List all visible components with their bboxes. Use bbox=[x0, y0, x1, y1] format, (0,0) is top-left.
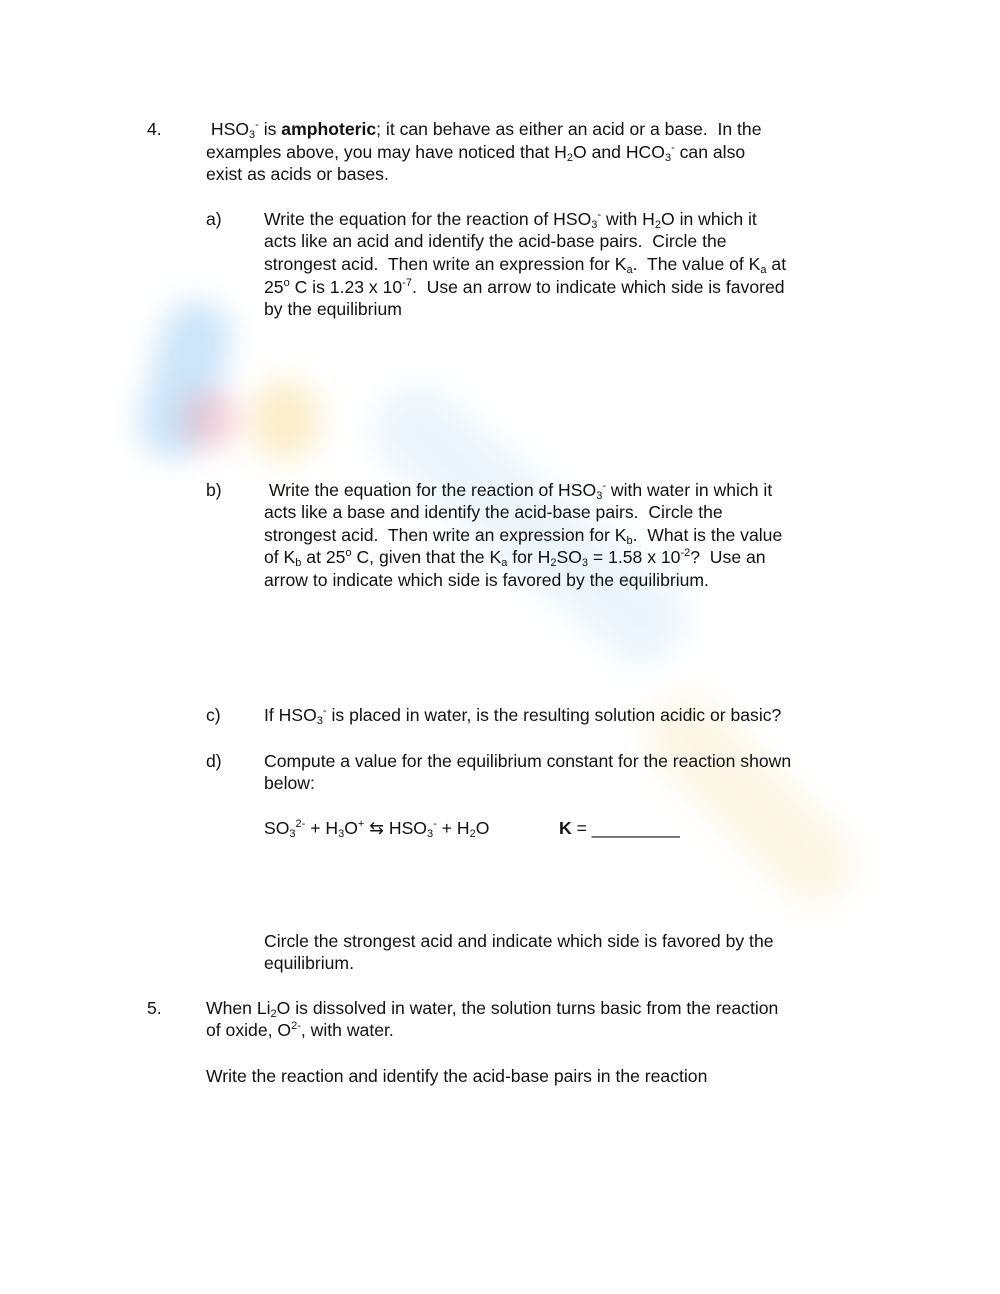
question-text-line: of oxide, $O^{2-}$, with water. bbox=[206, 1020, 394, 1040]
part-text-line: strongest acid. Then write an expression for $K_b$. What is the value bbox=[264, 525, 783, 547]
k-answer-blank: K = _________ bbox=[559, 818, 680, 838]
question-text-line: examples above, you may have noticed that $H_2O$ and $HCO_3^-$ can also bbox=[206, 142, 746, 164]
part-text-line: of $K_b$ at 25$^o$ C, given that the $K_a$ for $H_2SO_3 = 1.58$ x $10^{-2}$? Use an bbox=[264, 547, 766, 569]
part-text-line: Circle the strongest acid and indicate which side is favored by the bbox=[264, 931, 774, 951]
question-text-line: $HSO_3^-$ is amphoteric; it can behave as either an acid or a base. In the bbox=[206, 119, 762, 141]
part-label: a) bbox=[206, 209, 222, 229]
question-number: 5. bbox=[147, 998, 162, 1018]
question-text-line: Write the reaction and identify the acid-base pairs in the reaction bbox=[206, 1066, 708, 1086]
part-text-line: 25$^o$ C is 1.23 x $10^{-7}$. Use an arrow to indicate which side is favored bbox=[264, 277, 785, 297]
part-text-line: acts like a base and identify the acid-base pairs. Circle the bbox=[264, 502, 723, 522]
keyword-amphoteric: amphoteric bbox=[281, 119, 377, 139]
question-number: 4. bbox=[147, 119, 162, 139]
part-text-line: by the equilibrium bbox=[264, 299, 402, 319]
part-label: b) bbox=[206, 480, 222, 500]
question-text-line: When $Li_2O$ is dissolved in water, the solution turns basic from the reaction bbox=[206, 998, 779, 1020]
equilibrium-equation: $SO_3^{2-} + H_3O^+$ ⇆ $HSO_3^- + H_2O$ bbox=[264, 818, 490, 840]
part-text-line: acts like an acid and identify the acid-base pairs. Circle the bbox=[264, 231, 727, 251]
part-text-line: Write the equation for the reaction of $HSO_3^-$ with water in which it bbox=[264, 480, 773, 502]
part-text-line: equilibrium. bbox=[264, 953, 354, 973]
part-text-line: Compute a value for the equilibrium constant for the reaction shown bbox=[264, 751, 792, 771]
part-text-line: strongest acid. Then write an expression for $K_a$. The value of $K_a$ at bbox=[264, 254, 787, 276]
part-text-line: Write the equation for the reaction of $HSO_3^-$ with $H_2O$ in which it bbox=[264, 209, 757, 231]
part-text-line: If $HSO_3^-$ is placed in water, is the resulting solution acidic or basic? bbox=[264, 705, 782, 727]
part-text-line: arrow to indicate which side is favored by the equilibrium. bbox=[264, 570, 709, 590]
part-label: d) bbox=[206, 751, 222, 771]
part-text-line: below: bbox=[264, 773, 315, 793]
question-text-line: exist as acids or bases. bbox=[206, 164, 389, 184]
part-label: c) bbox=[206, 705, 221, 725]
